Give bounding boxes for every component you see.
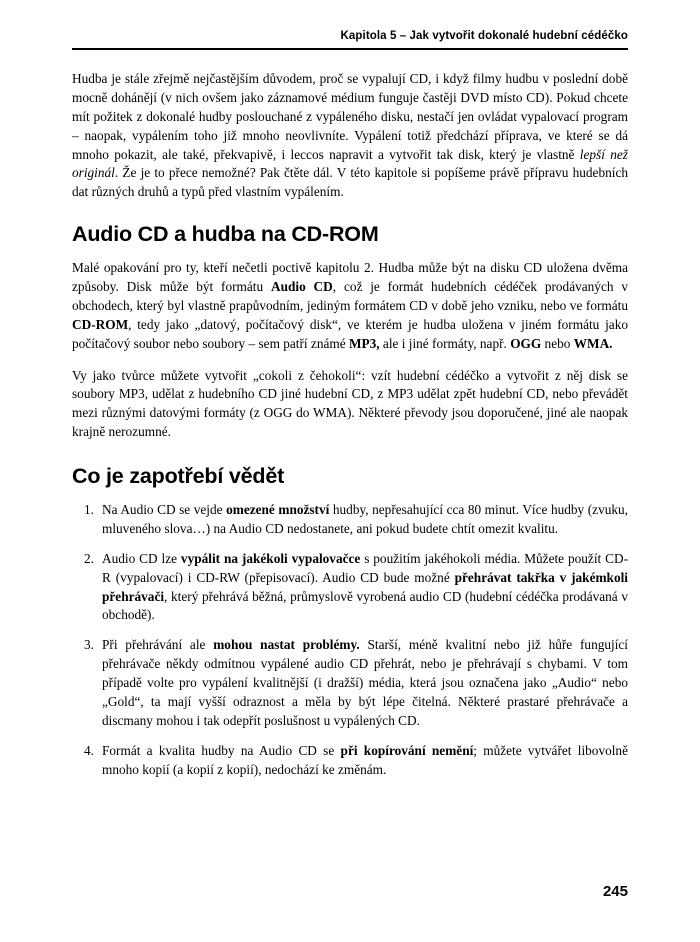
list-item [72,636,628,730]
list-item [72,742,628,780]
item2-bold-2: přehrávat takřka v jakémkoli přehrávači [102,569,628,604]
section-heading-co-je-zapotrebi: Co je zapotřebí vědět [72,464,285,488]
s1-bold-mp3: MP3, [348,335,380,351]
page-number: 245 [602,883,628,900]
intro-text-part-2: . Že je to přece nemožné? Pak čtěte dál. V této kapitole si popíšeme právě přípravu hudebních dat různých druhů a typů před vlastním vypálením. [72,165,628,200]
header-divider [72,48,628,50]
item2-text-e: , který přehrává běžná, průmyslově vyrobená audio CD (hudební cédéčka prodávaná v obchodě). [102,588,628,623]
s1-bold-audio-cd: Audio CD [270,279,333,294]
item3-text-c: Starší, méně kvalitní nebo již hůře fungující přehrávače někdy odmítnou vypálené audio CD přehrát, nebo je přehrávají s chybami. V tom případě volte pro vypálení kvalitnější (i dražší) média, která jsou označena jako „Audio“ nebo „Gold“, ta mají vyšší odraznost a měla by být lépe čitelná. Některé prastaré přehrávače a discmany mohou i tak odepřít poslušnost u vypálených CD. [102,637,629,728]
item1-text-a: Na Audio CD se vejde [102,502,227,517]
intro-text-part-1: Hudba je stále zřejmě nejčastějším důvodem, proč se vypalují CD, i když filmy hudbu v poslední době mocně dohánějí (v nich ovšem jako záznamové médium funguje častěji DVD místo CD). Pokud chcete mít požitek z dokonalé hudby poslouchané z vypáleného disku, nestačí jen ovládat vypalovací program – naopak, vypálením toho již mnoho neovlivníte. Vypálení totiž předchází příprava, ve které se dá mnoho pokazit, ale také, překvapivě, i leccos napravit a vytvořit tak disk, který je vlastně [72,71,628,162]
s1-bold-wma: WMA. [573,335,613,351]
list-item-number: 3. [84,637,94,653]
list-item [72,501,628,539]
header-text: Kapitola 5 – Jak vytvořit dokonalé hudební cédéčko [340,30,628,42]
s1-text-c: , což je formát hudebních cédéček prodávaných v obchodech, který byl vlastně prapůvodním, jediným formátem CD v době jeho vzniku, nebo ve formátu [72,279,628,313]
s1-text-i: nebo [541,335,574,351]
list-item-number: 2. [84,550,94,566]
item2-text-a: Audio CD lze [102,550,181,566]
item3-bold: mohou nastat problémy. [213,637,360,653]
item1-bold: omezené množství [226,502,330,517]
s1-text-g: ale i jiné formáty, např. [379,335,511,351]
s1-text-e: , tedy jako „datový, počítačový disk“, ve kterém je hudba uložena v jiném formátu jako počítačový soubor nebo soubory – sem patří známé [72,316,628,351]
list-item-number: 4. [84,742,94,758]
item3-text-a: Při přehrávání ale [102,637,214,653]
item2-bold-1: vypálit na jakékoli vypalovačce [180,550,361,566]
item4-text-c: ; můžete vytvářet libovolně mnoho kopií (a kopií z kopií), nedochází ke změnám. [102,742,628,777]
item2-text-c: s použitím jakéhokoli média. Můžete použít CD-R (vypalovací) i CD-RW (přepisovací). Audio CD bude možné [102,550,628,585]
intro-paragraph [72,70,628,202]
item4-bold: při kopírování nemění [340,742,474,758]
item1-text-c: hudby, nepřesahující cca 80 minut. Více hudby (zvuku, mluveného slova…) na Audio CD nedostanete, ani pokud budete chtít omezit kvalitu. [102,502,628,536]
s1-text-a: Malé opakování pro ty, kteří nečetli poctivě kapitolu 2. Hudba může být na disku CD uložena dvěma způsoby. Disk může být formátu [72,260,628,294]
intro-italic-phrase: lepší než originál [72,146,628,181]
section-heading-audio-cd: Audio CD a hudba na CD-ROM [72,222,379,247]
section1-paragraph-1 [72,259,628,353]
page-header [72,30,628,42]
s1-bold-cd-rom: CD-ROM [72,316,129,332]
item4-text-a: Formát a kvalita hudby na Audio CD se [102,742,341,758]
s1-bold-ogg: OGG [510,335,542,351]
section1-paragraph-2: Vy jako tvůrce můžete vytvořit „cokoli z čehokoli“: vzít hudební cédéčko a vytvořit z něj disk se soubory MP3, udělat z hudebního CD jiné hudební CD, z MP3 udělat zpět hudební CD, nebo převádět mezi různými datovými formáty (z OGG do WMA). Některé převody jsou doporučené, jiné ale naopak krajně nerozumné. [72,367,628,440]
list-item-number: 1. [84,502,94,517]
numbered-list [72,501,628,779]
list-item [72,550,628,626]
